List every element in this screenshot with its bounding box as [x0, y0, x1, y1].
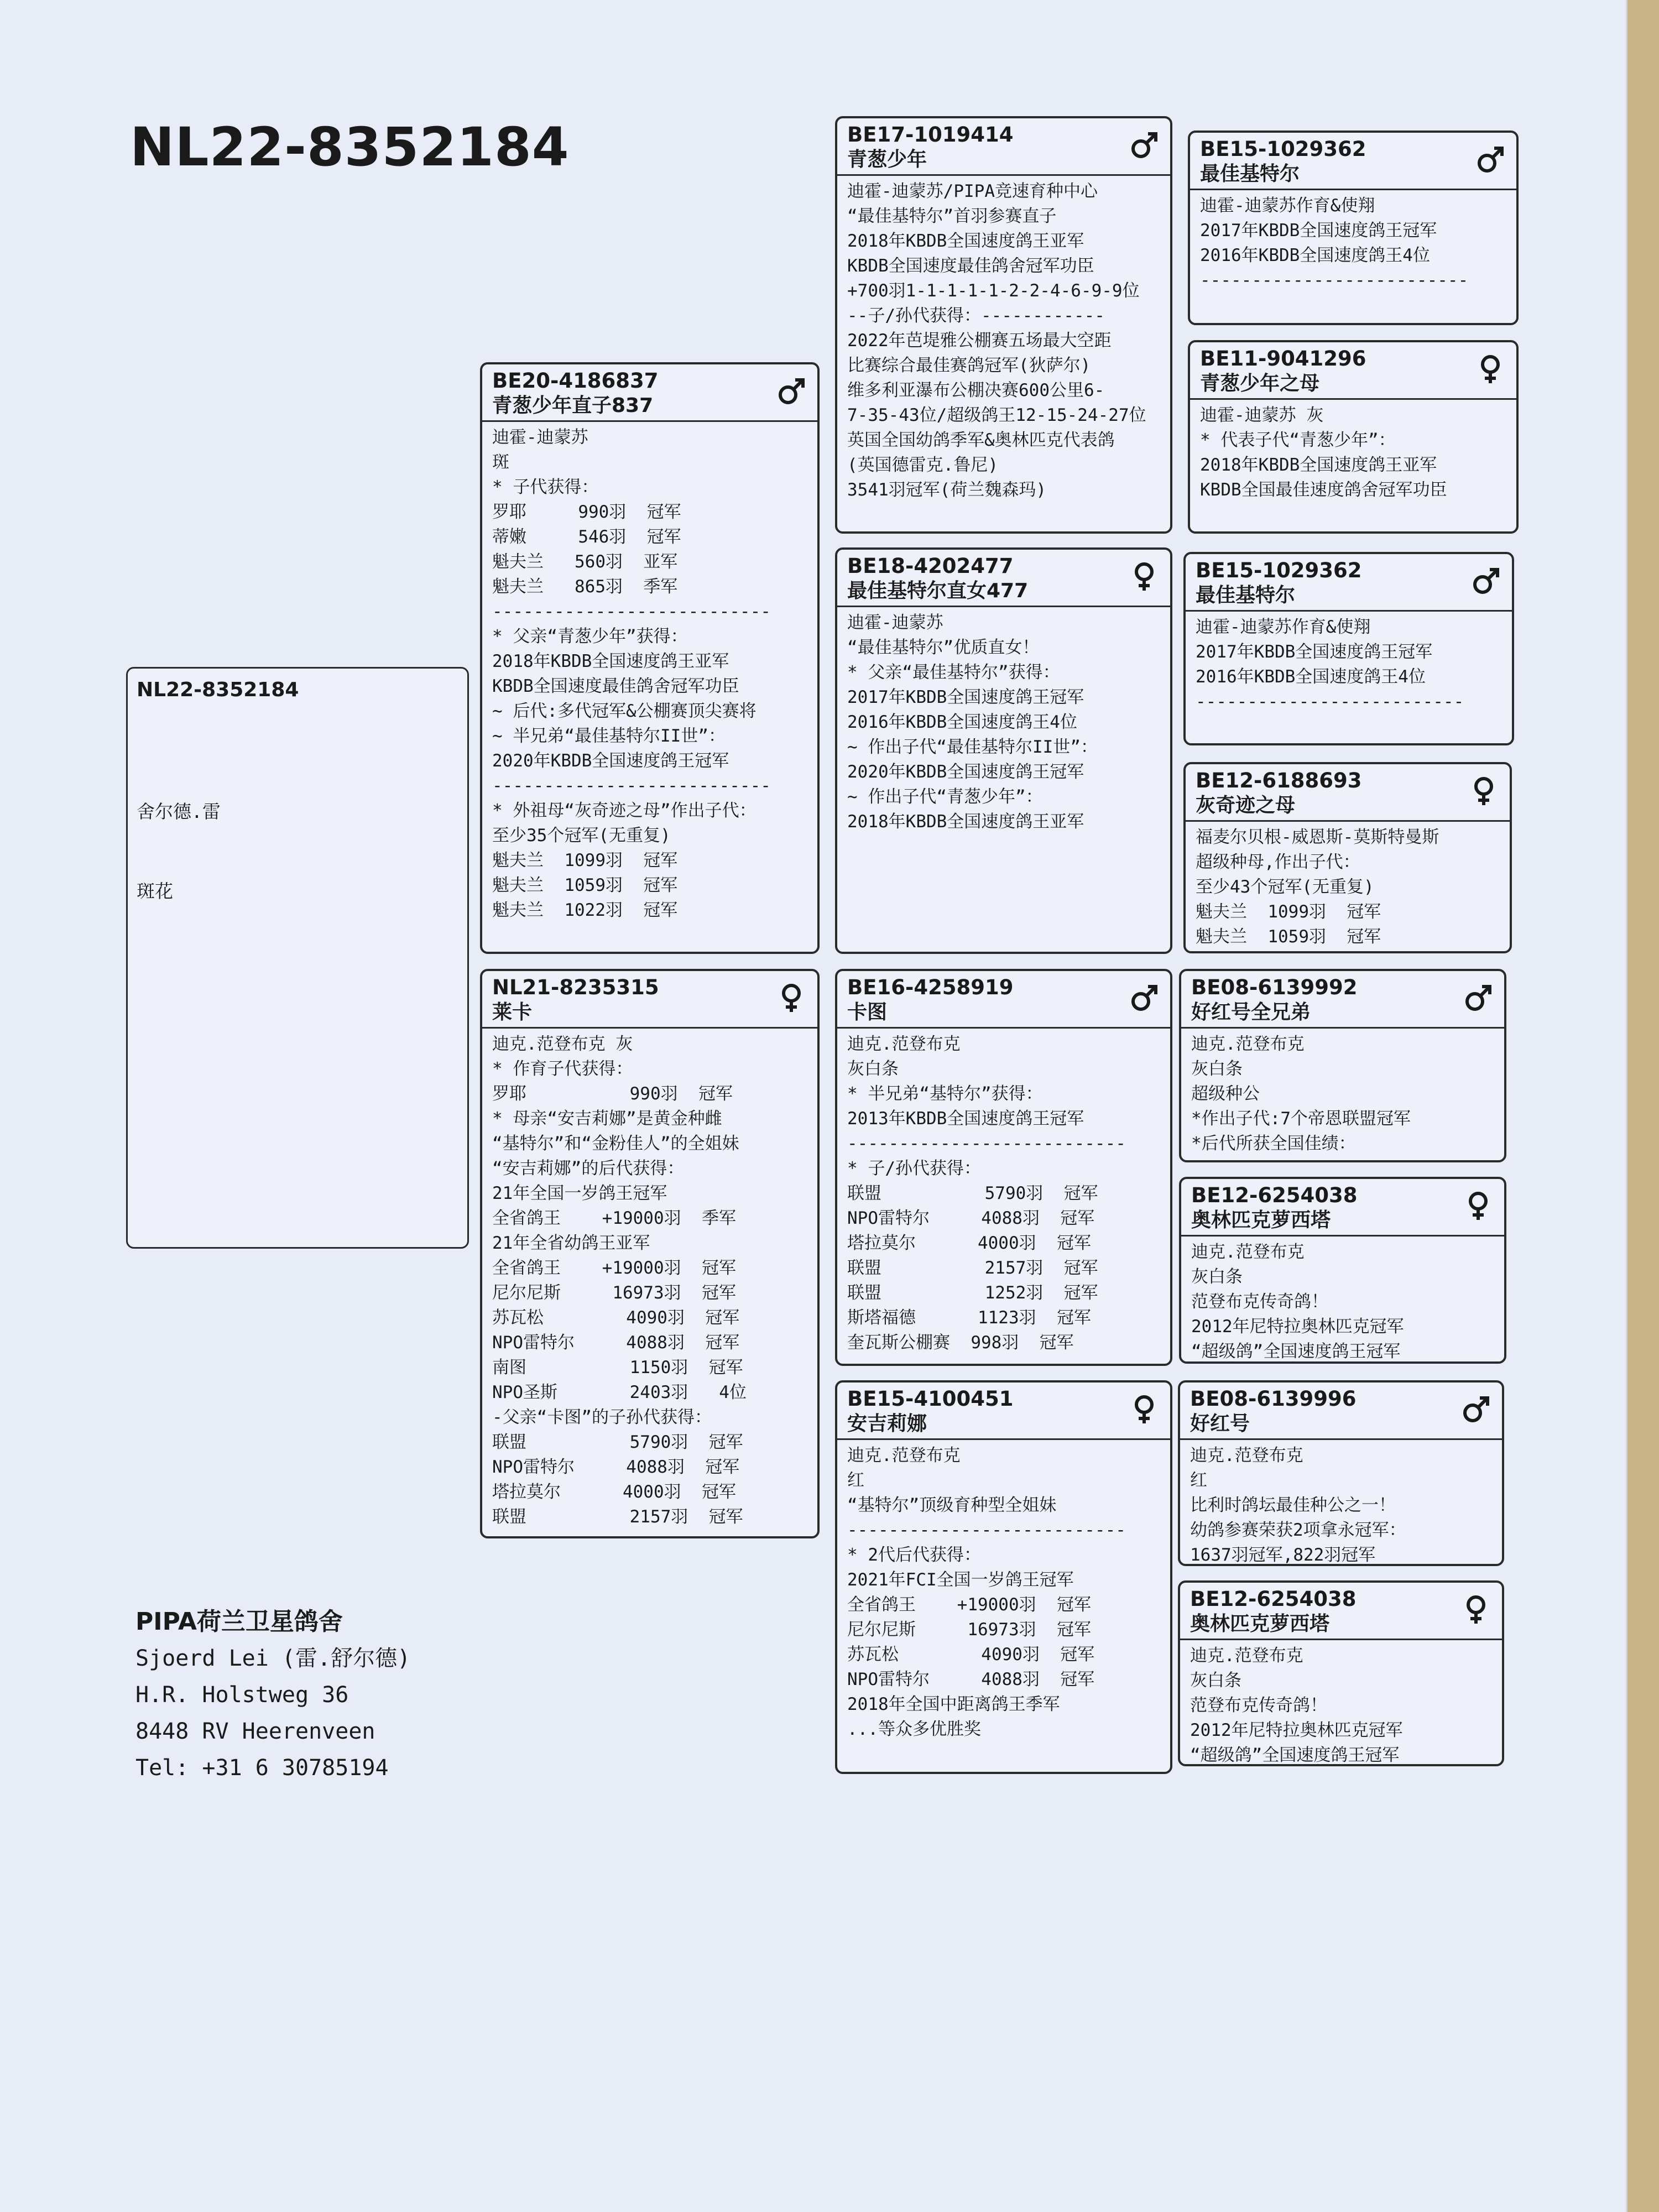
card-header: [1190, 133, 1516, 190]
detail-line: 全省鸽王 +19000羽 冠军: [847, 1595, 1091, 1615]
detail-line: 迪克.范登布克: [847, 1034, 961, 1054]
detail-line: 2022年芭堤雅公棚赛五场最大空距: [847, 331, 1112, 351]
detail-line: NPO雷特尔 4088羽 冠军: [492, 1333, 740, 1353]
detail-line: 苏瓦松 4090羽 冠军: [492, 1308, 740, 1328]
detail-line: ~ 作出子代“最佳基特尔II世”：: [847, 737, 1098, 757]
loft-name: PIPA荷兰卫星鸽舍: [135, 1608, 343, 1636]
detail-line: 奎瓦斯公棚赛 998羽 冠军: [847, 1333, 1074, 1353]
bird-name: 灰奇迹之母: [1196, 794, 1296, 817]
ring-number: BE12-6254038: [1191, 1183, 1358, 1207]
card-details: [837, 1029, 1170, 1359]
female-symbol-icon: [1129, 1395, 1159, 1425]
detail-line: * 子代获得：: [492, 477, 599, 497]
pedigree-card-sire-dam: [835, 547, 1172, 954]
female-symbol-icon: [1469, 776, 1499, 806]
detail-line: 灰白条: [847, 1059, 899, 1079]
detail-line: 迪霍-迪蒙苏/PIPA竞速育种中心: [847, 181, 1098, 201]
detail-line: “安吉莉娜”的后代获得：: [492, 1159, 685, 1178]
detail-line: 灰白条: [1190, 1671, 1241, 1691]
card-header: [1181, 1179, 1504, 1237]
detail-line: ---------------------------: [492, 776, 771, 796]
female-symbol-icon: [1461, 1595, 1491, 1625]
card-details: [837, 607, 1170, 838]
subject-owner: 舍尔德.雷: [137, 801, 221, 822]
detail-line: “超级鸽”全国速度鸽王冠军: [1191, 1342, 1401, 1361]
male-symbol-icon: [1471, 566, 1501, 596]
pedigree-card-ddd: [1178, 1580, 1504, 1766]
detail-line: 2016年KBDB全国速度鸽王4位: [1196, 667, 1426, 687]
card-header: [482, 364, 817, 422]
detail-line: 魁夫兰 1022羽 冠军: [492, 900, 678, 920]
detail-line: 红: [1190, 1470, 1207, 1490]
detail-line: *作出子代:7个帝恩联盟冠军: [1191, 1109, 1411, 1129]
detail-line: 魁夫兰 560羽 亚军: [492, 552, 678, 572]
pedigree-card-dam-sire: [835, 969, 1172, 1366]
pedigree-card-sire: [480, 362, 820, 954]
card-details: [1186, 822, 1510, 953]
bird-name: 最佳基特尔: [1196, 584, 1296, 607]
detail-line: 魁夫兰 1059羽 冠军: [1196, 927, 1381, 947]
male-symbol-icon: [1129, 131, 1159, 160]
detail-line: 联盟 5790羽 冠军: [492, 1432, 743, 1452]
detail-line: 迪克.范登布克: [1190, 1646, 1303, 1666]
ring-number: BE15-1029362: [1200, 137, 1366, 161]
male-symbol-icon: [1475, 145, 1505, 175]
detail-line: ~ 半兄弟“最佳基特尔II世”：: [492, 726, 726, 746]
detail-line: 斯塔福德 1123羽 冠军: [847, 1308, 1091, 1328]
card-details: [1190, 400, 1516, 506]
detail-line: 魁夫兰 1059羽 冠军: [492, 875, 678, 895]
detail-line: 联盟 2157羽 冠军: [847, 1258, 1098, 1278]
detail-line: 范登布克传奇鸽！: [1191, 1292, 1328, 1312]
detail-line: 2018年KBDB全国速度鸽王亚军: [847, 812, 1084, 832]
card-header: [1190, 342, 1516, 400]
female-symbol-icon: [776, 983, 806, 1013]
subject-color: 斑花: [137, 880, 173, 902]
bird-name: 卡图: [847, 1001, 888, 1024]
detail-line: “超级鸽”全国速度鸽王冠军: [1190, 1745, 1400, 1765]
detail-line: ---------------------------: [492, 602, 771, 622]
detail-line: * 外祖母“灰奇迹之母”作出子代：: [492, 801, 757, 821]
card-header: [837, 118, 1170, 176]
pedigree-card-dss: [1179, 969, 1506, 1162]
detail-line: 联盟 5790羽 冠军: [847, 1183, 1098, 1203]
bird-name: 青葱少年直子837: [492, 394, 654, 417]
detail-line: (英国德雷克.鲁尼): [847, 455, 998, 475]
bird-name: 好红号全兄弟: [1191, 1001, 1311, 1024]
card-header: [837, 971, 1170, 1029]
detail-line: *后代所获全国佳绩：: [1191, 1134, 1356, 1154]
bird-name: 奥林匹克萝西塔: [1191, 1209, 1331, 1232]
pedigree-card-dds: [1178, 1380, 1504, 1566]
detail-line: 2013年KBDB全国速度鸽王冠军: [847, 1109, 1084, 1129]
card-header: [1186, 554, 1512, 612]
detail-line: 全省鸽王 +19000羽 季军: [492, 1208, 736, 1228]
detail-line: 维多利亚瀑布公棚决赛600公里6-: [847, 380, 1105, 400]
pedigree-card-dam-dam: [835, 1380, 1172, 1774]
detail-line: --子/孙代获得：------------: [847, 306, 1105, 326]
detail-line: 2017年KBDB全国速度鸽王冠军: [1200, 221, 1437, 241]
detail-line: * 父亲“青葱少年”获得：: [492, 627, 688, 646]
bird-name: 最佳基特尔直女477: [847, 580, 1029, 602]
pedigree-card-dam: [480, 969, 820, 1538]
detail-line: +700羽1-1-1-1-1-2-2-4-6-9-9位: [847, 281, 1140, 301]
detail-line: 2020年KBDB全国速度鸽王冠军: [492, 751, 729, 771]
detail-line: * 2代后代获得：: [847, 1545, 981, 1565]
card-header: [1181, 971, 1504, 1029]
detail-line: 灰白条: [1191, 1267, 1243, 1287]
detail-line: 2017年KBDB全国速度鸽王冠军: [847, 687, 1084, 707]
detail-line: 全省鸽王 +19000羽 冠军: [492, 1258, 736, 1278]
detail-line: 塔拉莫尔 4000羽 冠军: [847, 1233, 1091, 1253]
card-header: [1186, 764, 1510, 822]
detail-line: 迪克.范登布克: [847, 1446, 961, 1465]
card-details: [1181, 1237, 1504, 1364]
male-symbol-icon: [1129, 983, 1159, 1013]
detail-line: ---------------------------: [847, 1520, 1126, 1540]
bird-name: 奥林匹克萝西塔: [1190, 1613, 1330, 1635]
detail-line: “基特尔”和“金粉佳人”的全姐妹: [492, 1134, 739, 1154]
ring-number: NL21-8235315: [492, 975, 659, 999]
detail-line: 1637羽冠军,822羽冠军: [1190, 1545, 1376, 1565]
detail-line: 超级种母,作出子代：: [1196, 852, 1360, 872]
card-details: [1186, 612, 1512, 718]
breeder-phone: Tel: +31 6 30785194: [135, 1755, 389, 1781]
breeder-name: Sjoerd Lei (雷.舒尔德): [135, 1646, 411, 1671]
detail-line: 迪霍-迪蒙苏 灰: [1200, 405, 1324, 425]
detail-line: 联盟 2157羽 冠军: [492, 1507, 743, 1527]
detail-line: 至少43个冠军(无重复): [1196, 877, 1374, 897]
detail-line: * 母亲“安吉莉娜”是黄金种雌: [492, 1109, 722, 1129]
ring-number: BE11-9041296: [1200, 347, 1366, 371]
detail-line: 迪霍-迪蒙苏: [847, 613, 943, 633]
ring-number: BE08-6139996: [1190, 1387, 1357, 1411]
detail-line: KBDB全国最佳速度鸽舍冠军功臣: [1200, 480, 1447, 500]
detail-line: NPO雷特尔 4088羽 冠军: [847, 1670, 1095, 1689]
detail-line: 21年全省幼鸽王亚军: [492, 1233, 650, 1253]
detail-line: 2017年KBDB全国速度鸽王冠军: [1196, 642, 1433, 662]
detail-line: 迪霍-迪蒙苏作育&使翔: [1200, 196, 1375, 216]
pedigree-card-sire-sire: [835, 116, 1172, 534]
detail-line: NPO圣斯 2403羽 4位: [492, 1383, 747, 1402]
detail-line: 尼尔尼斯 16973羽 冠军: [847, 1620, 1091, 1640]
bird-name: 青葱少年: [847, 148, 927, 171]
detail-line: 比赛综合最佳赛鸽冠军(狄萨尔): [847, 356, 1091, 375]
detail-line: 迪克.范登布克: [1191, 1242, 1305, 1262]
card-header: [1180, 1383, 1502, 1440]
detail-line: “最佳基特尔”首羽参赛直子: [847, 206, 1057, 226]
card-header: [837, 550, 1170, 607]
ring-number: BE18-4202477: [847, 554, 1014, 578]
detail-line: 迪霍-迪蒙苏作育&使翔: [1196, 617, 1371, 637]
detail-line: 2012年尼特拉奥林匹克冠军: [1190, 1720, 1403, 1740]
detail-line: 魁夫兰 865羽 季军: [492, 577, 678, 597]
pedigree-card-sds: [1183, 552, 1514, 745]
pedigree-card-dsd: [1179, 1177, 1506, 1364]
ring-number: BE16-4258919: [847, 975, 1014, 999]
detail-line: 迪克.范登布克: [1190, 1446, 1303, 1465]
bird-name: 最佳基特尔: [1200, 163, 1300, 185]
ring-number: BE17-1019414: [847, 123, 1014, 147]
detail-line: 英国全国幼鸽季军&奥林匹克代表鸽: [847, 430, 1115, 450]
pedigree-card-sss: [1188, 131, 1519, 325]
detail-line: 塔拉莫尔 4000羽 冠军: [492, 1482, 736, 1502]
pedigree-card-sdd: [1183, 762, 1512, 953]
detail-line: 蒂嫩 546羽 冠军: [492, 527, 681, 547]
female-symbol-icon: [1129, 562, 1159, 592]
detail-line: * 父亲“最佳基特尔”获得：: [847, 662, 1060, 682]
card-details: [1181, 1029, 1504, 1160]
detail-line: --------------------------: [1200, 270, 1469, 290]
detail-line: 2016年KBDB全国速度鸽王4位: [847, 712, 1077, 732]
detail-line: NPO雷特尔 4088羽 冠军: [847, 1208, 1095, 1228]
male-symbol-icon: [1461, 1395, 1491, 1425]
detail-line: 苏瓦松 4090羽 冠军: [847, 1645, 1095, 1665]
breeder-address-street: H.R. Holstweg 36: [135, 1682, 349, 1708]
detail-line: “基特尔”顶级育种型全姐妹: [847, 1495, 1057, 1515]
detail-line: * 作育子代获得：: [492, 1059, 633, 1079]
card-details: [482, 422, 817, 926]
breeder-address-city: 8448 RV Heerenveen: [135, 1719, 375, 1744]
detail-line: ~ 后代:多代冠军&公棚赛顶尖赛将: [492, 701, 757, 721]
card-header: [837, 1383, 1170, 1440]
detail-line: 比利时鸽坛最佳种公之一！: [1190, 1495, 1396, 1515]
detail-line: 2020年KBDB全国速度鸽王冠军: [847, 762, 1084, 782]
ring-number: BE15-4100451: [847, 1387, 1014, 1411]
card-details: [1190, 190, 1516, 296]
detail-line: 迪克.范登布克: [1191, 1034, 1305, 1054]
male-symbol-icon: [776, 377, 806, 406]
detail-line: --------------------------: [1196, 692, 1464, 712]
detail-line: 2018年KBDB全国速度鸽王亚军: [847, 231, 1084, 251]
detail-line: 2021年FCI全国一岁鸽王冠军: [847, 1570, 1074, 1590]
detail-line: ~ 作出子代“青葱少年”：: [847, 787, 1043, 807]
pedigree-card-ssd: [1188, 340, 1519, 534]
subject-ring: NL22-8352184: [137, 679, 299, 701]
detail-line: NPO雷特尔 4088羽 冠军: [492, 1457, 740, 1477]
detail-line: 尼尔尼斯 16973羽 冠军: [492, 1283, 736, 1303]
detail-line: ---------------------------: [847, 1134, 1126, 1154]
detail-line: 2018年全国中距离鸽王季军: [847, 1694, 1060, 1714]
detail-line: 幼鸽参赛荣获2项拿永冠军：: [1190, 1520, 1406, 1540]
detail-line: 魁夫兰 1099羽 冠军: [492, 851, 678, 870]
detail-line: 斑: [492, 452, 509, 472]
detail-line: 福麦尔贝根-威恩斯-莫斯特曼斯: [1196, 827, 1439, 847]
detail-line: 迪霍-迪蒙苏: [492, 427, 588, 447]
detail-line: 红: [847, 1470, 864, 1490]
bird-name: 好红号: [1190, 1412, 1250, 1435]
card-details: [482, 1029, 817, 1533]
detail-line: 范登布克传奇鸽！: [1190, 1695, 1327, 1715]
detail-line: 迪克.范登布克 灰: [492, 1034, 633, 1054]
detail-line: 罗耶 990羽 冠军: [492, 502, 681, 522]
detail-line: 魁夫兰 1099羽 冠军: [1196, 902, 1381, 922]
detail-line: 2018年KBDB全国速度鸽王亚军: [1200, 455, 1437, 475]
ring-number: BE12-6254038: [1190, 1587, 1357, 1611]
bird-name: 安吉莉娜: [847, 1412, 927, 1435]
detail-line: 超级种公: [1191, 1084, 1260, 1104]
detail-line: “最佳基特尔”优质直女！: [847, 638, 1040, 658]
detail-line: KBDB全国速度最佳鸽舍冠军功臣: [492, 676, 739, 696]
female-symbol-icon: [1475, 354, 1505, 384]
ring-number: BE12-6188693: [1196, 769, 1362, 792]
card-details: [837, 1440, 1170, 1745]
ring-number: BE20-4186837: [492, 369, 659, 393]
detail-line: 2018年KBDB全国速度鸽王亚军: [492, 651, 729, 671]
detail-line: KBDB全国速度最佳鸽舍冠军功臣: [847, 256, 1094, 276]
subject-details: [128, 701, 467, 958]
detail-line: * 代表子代“青葱少年”：: [1200, 430, 1396, 450]
card-details: [837, 176, 1170, 506]
male-symbol-icon: [1463, 983, 1493, 1013]
female-symbol-icon: [1463, 1191, 1493, 1221]
ring-number: BE15-1029362: [1196, 559, 1362, 582]
card-details: [1180, 1440, 1502, 1566]
detail-line: 3541羽冠军(荷兰魏森玛): [847, 480, 1046, 500]
detail-line: 7-35-43位/超级鸽王12-15-24-27位: [847, 405, 1146, 425]
detail-line: -父亲“卡图”的子孙代获得：: [492, 1407, 712, 1427]
detail-line: 联盟 1252羽 冠军: [847, 1283, 1098, 1303]
detail-line: 灰白条: [1191, 1059, 1243, 1079]
card-header: [482, 971, 817, 1029]
card-header: [1180, 1583, 1502, 1640]
detail-line: 21年全国一岁鸽王冠军: [492, 1183, 667, 1203]
bird-name: 莱卡: [492, 1001, 533, 1024]
detail-line: 2016年KBDB全国速度鸽王4位: [1200, 246, 1430, 265]
detail-line: 南图 1150羽 冠军: [492, 1358, 743, 1378]
detail-line: ...等众多优胜奖: [847, 1719, 981, 1739]
detail-line: 罗耶 990羽 冠军: [492, 1084, 733, 1104]
detail-line: 至少35个冠军(无重复): [492, 826, 671, 846]
detail-line: 2012年尼特拉奥林匹克冠军: [1191, 1317, 1404, 1337]
bird-name: 青葱少年之母: [1200, 372, 1320, 395]
breeder-info: [135, 1604, 410, 1786]
subject-card: [126, 667, 469, 1249]
card-details: [1180, 1640, 1502, 1766]
page-title: NL22-8352184: [130, 116, 570, 178]
detail-line: * 半兄弟“基特尔”获得：: [847, 1084, 1043, 1104]
detail-line: * 子/孙代获得：: [847, 1159, 981, 1178]
ring-number: BE08-6139992: [1191, 975, 1358, 999]
